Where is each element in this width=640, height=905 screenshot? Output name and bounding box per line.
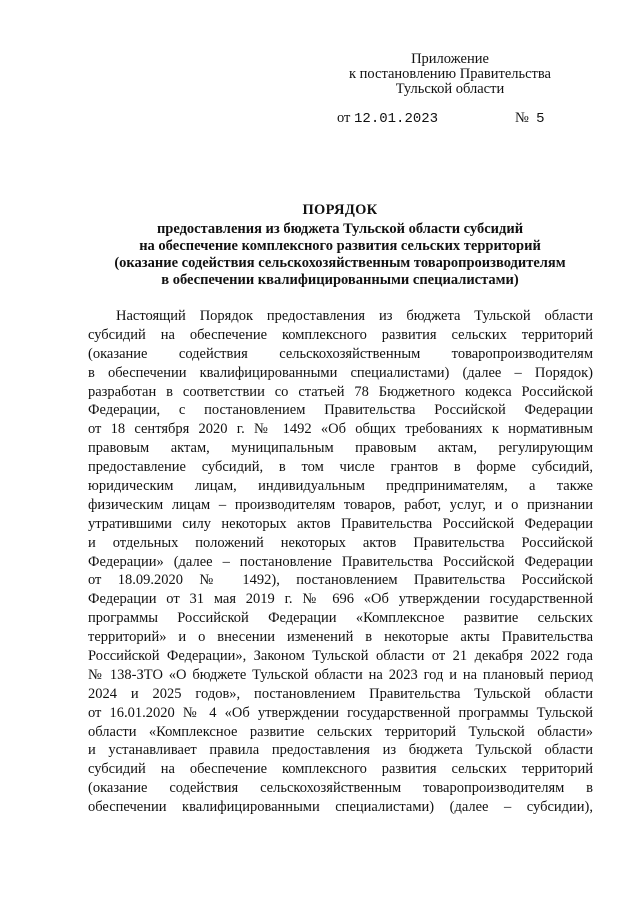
body-paragraph [88,307,593,817]
body-line: утратившими силу некоторых актов Правительства Российской Федерации [88,515,593,532]
appendix-region-line: Тульской области [395,81,505,97]
body-line: правовым актам, муниципальным правовым актам, регулирующим [88,440,593,457]
body-line: 2024 и 2025 годов», постановлением Правительства Тульской области [88,685,593,702]
title-line: в обеспечении квалифицированными специалистами) [161,272,519,288]
appendix-block [340,52,560,97]
body-line: от 18 сентября 2020 г. № 1492 «Об общих требованиях к нормативным [88,421,593,438]
body-line: № 138-ЗТО «О бюджете Тульской области на 2023 год и на плановый период [88,666,593,683]
document-reference [337,110,567,127]
body-line: Российской Федерации», Законом Тульской области от 21 декабря 2022 года [88,648,593,665]
body-line: (оказание содействия сельскохозяйственным товаропроизводителям в [88,780,593,797]
body-line: Настоящий Порядок предоставления из бюджета Тульской области [116,308,593,324]
document-number-group [515,110,545,127]
body-line: субсидий на обеспечение комплексного развития сельских территорий [88,326,593,343]
body-line: физическим лицам – производителям товаров, работ, услуг, и о признании [88,496,593,513]
body-line: обеспечении квалифицированными специалистами) (далее – субсидии), [88,799,593,816]
title-line: предоставления из бюджета Тульской области субсидий [156,221,524,237]
title-line: на обеспечение комплексного развития сельских территорий [139,238,541,254]
document-title [88,202,592,289]
appendix-decree-line: к постановлению Правительства [349,66,551,82]
body-line: разработан в соответствии со статьей 78 Бюджетного кодекса Российской [88,383,593,400]
document-date: 12.01.2023 [354,111,439,127]
body-line: юридическим лицам, индивидуальным предпринимателям, а также [88,478,593,495]
body-line: Федерации» (далее – постановление Правительства Российской Федерации [88,553,593,570]
body-line: от 18.09.2020 № 1492), постановлением Правительства Российской [88,572,593,589]
body-line: субсидий на обеспечение комплексного развития сельских территорий [88,761,593,778]
body-line: области «Комплексное развитие сельских территорий Тульской области» [88,723,593,740]
title-line: (оказание содействия сельскохозяйственным товаропроизводителям [114,255,566,271]
body-line: и устанавливает правила предоставления из бюджета Тульской области [88,742,593,759]
body-line: предоставление субсидий, в том числе грантов в форме субсидий, [88,459,593,476]
body-line: (оказание содействия сельскохозяйственным товаропроизводителям [88,345,593,362]
body-line: и отдельных положений некоторых актов Правительства Российской [88,534,593,551]
document-number: 5 [536,111,545,127]
body-line: территорий» и о внесении изменений в некоторые акты Правительства [88,629,593,646]
number-sign: № [515,110,529,126]
body-line: программы Российской Федерации «Комплексное развитие сельских [88,610,593,627]
body-line: в обеспечении квалифицированными специалистами) (далее – Порядок) [88,364,593,381]
appendix-title: Приложение [411,51,489,67]
body-line: от 16.01.2020 № 4 «Об утверждении государственной программы Тульской [88,704,593,721]
body-line: Федерации, с постановлением Правительства Российской Федерации [88,402,593,419]
date-prefix: от [337,110,351,126]
body-line: Федерации от 31 мая 2019 г. № 696 «Об утверждении государственной [88,591,593,608]
title-heading: ПОРЯДОК [302,202,378,218]
